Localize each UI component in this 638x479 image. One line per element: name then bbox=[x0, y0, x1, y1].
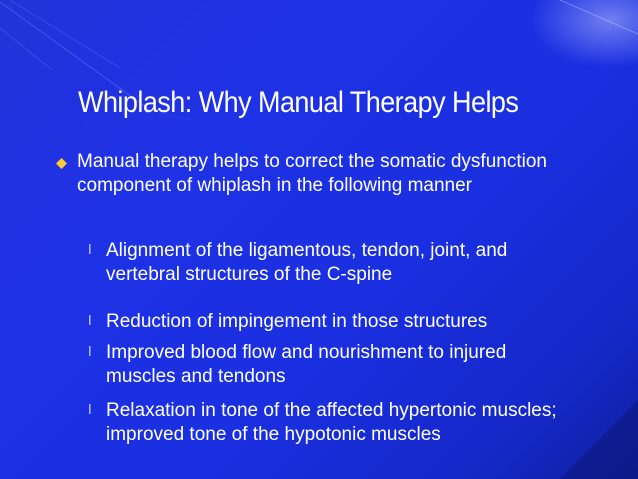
main-point: Manual therapy helps to correct the somatic dysfunction component of whiplash in the following manner bbox=[77, 151, 547, 196]
sub-bullet-icon: l bbox=[88, 243, 92, 258]
sub-bullet-icon: l bbox=[88, 403, 92, 418]
sub-point: Reduction of impingement in those structures bbox=[106, 311, 488, 332]
slide-title: Whiplash: Why Manual Therapy Helps bbox=[78, 86, 519, 119]
sub-bullet-icon: l bbox=[88, 345, 92, 360]
sub-point: Improved blood flow and nourishment to injured muscles and tendons bbox=[106, 342, 507, 387]
sub-bullet-icon: l bbox=[88, 314, 92, 329]
sub-point: Alignment of the ligamentous, tendon, joint, and vertebral structures of the C-spine bbox=[106, 240, 508, 285]
sub-point: Relaxation in tone of the affected hypertonic muscles; improved tone of the hypotonic muscles bbox=[106, 400, 557, 445]
diamond-bullet-icon bbox=[56, 158, 67, 169]
